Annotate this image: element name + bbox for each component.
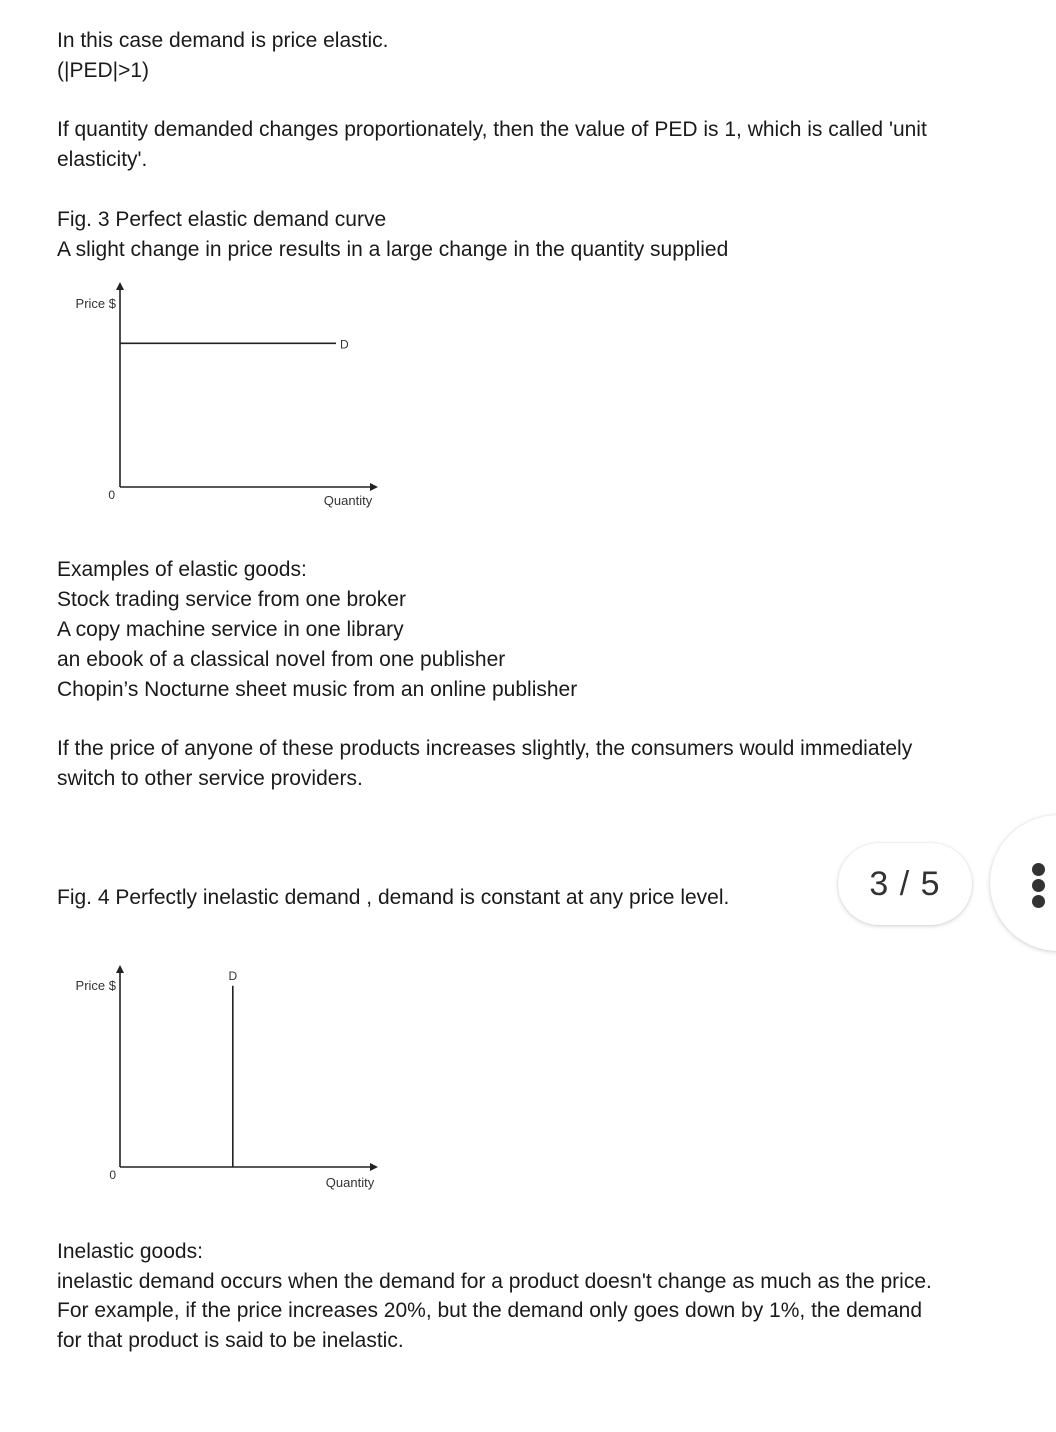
- example-item: Chopin’s Nocturne sheet music from an online publisher: [57, 678, 578, 701]
- examples-heading: Examples of elastic goods:: [57, 558, 307, 581]
- inelastic-line2: For example, if the price increases 20%, but the demand only goes down by 1%, the demand: [57, 1299, 922, 1322]
- example-item: an ebook of a classical novel from one publisher: [57, 648, 506, 671]
- fig4-ylabel: Price $: [75, 978, 116, 993]
- fig3-ylabel: Price $: [75, 296, 116, 311]
- page-indicator[interactable]: 3 / 5: [838, 843, 972, 925]
- paragraph-elastic-line2: (|PED|>1): [57, 59, 150, 82]
- switch-line1: If the price of anyone of these products increases slightly, the consumers would immediately: [57, 737, 913, 760]
- fig4-x-arrow: [370, 1163, 378, 1171]
- fig3-chart: [60, 278, 400, 518]
- fig4-chart: [60, 960, 400, 1200]
- fig3-xlabel: Quantity: [323, 493, 373, 508]
- fig3-demand-label: D: [340, 337, 349, 352]
- example-item: Stock trading service from one broker: [57, 588, 406, 611]
- fig3-x-arrow: [370, 483, 378, 491]
- fig3-y-arrow: [116, 282, 124, 290]
- switch-line2: switch to other service providers.: [57, 767, 363, 790]
- fig4-demand-label: D: [228, 969, 238, 983]
- fig4-origin: 0: [109, 1168, 116, 1182]
- fig4-y-arrow: [116, 965, 124, 973]
- example-item: A copy machine service in one library: [57, 618, 404, 641]
- fig3-title: Fig. 3 Perfect elastic demand curve: [57, 208, 387, 231]
- paragraph-unit-line2: elasticity'.: [57, 148, 148, 171]
- paragraph-elastic-line1: In this case demand is price elastic.: [57, 29, 389, 52]
- more-menu-button[interactable]: [990, 815, 1056, 951]
- fig3-origin: 0: [108, 488, 115, 502]
- inelastic-line3: for that product is said to be inelastic.: [57, 1329, 404, 1352]
- fig4-xlabel: Quantity: [325, 1175, 375, 1190]
- paragraph-unit-line1: If quantity demanded changes proportionately, then the value of PED is 1, which is called 'unit: [57, 118, 927, 141]
- inelastic-heading: Inelastic goods:: [57, 1240, 203, 1263]
- fig3-caption: A slight change in price results in a large change in the quantity supplied: [57, 238, 729, 261]
- fig4-title: Fig. 4 Perfectly inelastic demand , demand is constant at any price level.: [57, 886, 730, 909]
- inelastic-line1: inelastic demand occurs when the demand for a product doesn't change as much as the price.: [57, 1270, 932, 1293]
